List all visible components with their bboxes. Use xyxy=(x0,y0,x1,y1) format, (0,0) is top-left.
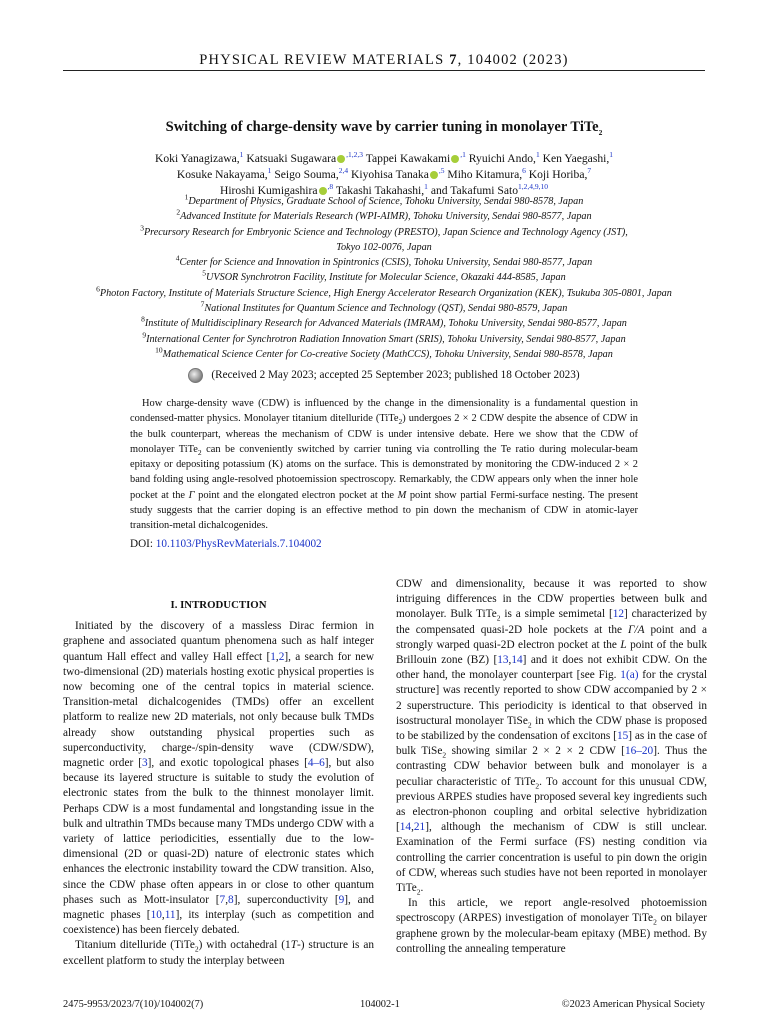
ref-link[interactable]: 9 xyxy=(338,893,345,906)
paragraph: Initiated by the discovery of a massless Dirac fermion in graphene and associated quantum phenomena such as half integer quantum Hall effect and valley Hall effect [1,2], a search for new two-dimensional (2D) materials hosting exotic physical properties is now becoming one of the central topics in material science. Transition-metal dichalcogenides (TMDs) offer an excellent platform to realize new 2D materials, not only because bulk TMDs already show outstanding physical properties such as superconductivity, charge-/spin-density wave (CDW/SDW), magnetic order [3], and exotic topological phases [4–6], but also because its layered structure is suitable to study the evolution of electronic states from the bulk to the thinnest monolayer limit. Perhaps CDW is a most fundamental and longstanding issue in the bulk and ultrathin TMDs because many TMDs undergo CDW with a variety of lattice periodicities, essentially due to the low-dimensional (2D or quasi-2D) nature of electronic states which enhances the electronic instability toward the CDW transition. Also, since the CDW phase often appears in or close to other quantum phases such as Mott-insulator [7,8], superconductivity [9], and magnetic phases [10,11], its interplay (such as competition and coexistence) has been fiercely debated. xyxy=(63,620,375,937)
affiliation: $^4$Center for Science and Innovation in Spintronics (CSIS), Tohoku University, Sendai 980-8577, Japan xyxy=(175,253,593,269)
check-for-updates-icon[interactable] xyxy=(188,368,203,383)
author-name: Tappei Kawakami xyxy=(365,152,451,165)
affiliation: $^2$Advanced Institute for Materials Research (WPI-AIMR), Tohoku University, Sendai 980-8577, Japan xyxy=(176,207,592,223)
ref-link[interactable]: 8 xyxy=(228,893,234,906)
affiliation-ref[interactable]: 1 xyxy=(609,150,614,160)
footer-issn: 2475-9953/2023/7(10)/104002(7) xyxy=(63,999,204,1010)
footer-page: 104002-1 xyxy=(360,999,400,1010)
affiliation-ref[interactable]: 1,2,4,9,10 xyxy=(518,182,549,192)
affiliation: $^5$UVSOR Synchrotron Facility, Institute for Molecular Science, Okazaki 444-8585, Japan xyxy=(202,269,566,284)
author-name: Hiroshi Kumigashira xyxy=(219,184,318,197)
affiliation-ref[interactable]: 7 xyxy=(587,166,592,176)
abstract: How charge-density wave (CDW) is influenced by the change in the dimensionality is a fundamental question in condensed-matter physics. Monolayer titanium ditelluride (TiTe$_2$) undergoes 2 × 2 CDW despite the absence of CDW in the bulk counterpart, whereas the mechanism of CDW is under intensive debate. Here we show that the CDW of monolayer TiTe$_2$ can be conveniently switched by carrier tuning via controlling the Te ratio during molecular-beam epitaxy or depositing potassium (K) atoms on the surface. This is demonstrated by monitoring the CDW-induced 2 × 2 band folding using angle-resolved photoemission spectroscopy. Remarkably, the CDW appears only when the inner hole pocket at the Γ point and the elongated electron pocket at the M point show partial Fermi-surface nesting. The present study suggests that the carrier doping is an effective method to pin down the mechanism of CDW in atomic-layer transition-metal dichalcogenides. xyxy=(130,398,639,531)
ref-link[interactable]: 14 xyxy=(511,654,523,667)
column-right xyxy=(396,577,707,957)
affiliation: $^9$International Center for Synchrotron Radiation Innovation Smart (SRIS), Tohoku University, Sendai 980-8577, Japan xyxy=(142,330,626,345)
author-name: Seigo Souma, xyxy=(274,168,339,181)
ref-link[interactable]: 4–6 xyxy=(307,757,325,770)
paragraph: In this article, we report angle-resolved photoemission spectroscopy (ARPES) investigation of monolayer TiTe$_2$ on bilayer graphene grown by the molecular-beam epitaxy (MBE) method. By controlling the annealing temperature xyxy=(396,897,707,955)
author-name: Koki Yanagizawa, xyxy=(154,152,240,165)
affiliation-list xyxy=(55,194,713,362)
paragraph: CDW and dimensionality, because it was reported to show intriguing differences in the CDW properties between bulk and monolayer. Bulk TiTe$_2$ is a simple semimetal [12] characterized by the compensated quasi-2D hole pockets at the Γ/A point and a strongly warped quasi-2D electron pocket at the L point of the bulk Brillouin zone (BZ) [13,14] and it does not exhibit CDW. On the other hand, the monolayer counterpart [see Fig. 1(a) for the crystal structure] was recently reported to show CDW accompanied by 2 × 2 superstructure. This periodicity is identical to that observed in isostructural monolayer TiSe$_2$ in which the CDW phase is proposed to be stabilized by the condensation of excitons [15] as in the case of bulk TiSe$_2$ showing similar 2 × 2 × 2 CDW [16–20]. Thus the contrasting CDW behavior between bulk and monolayer is a peculiar characteristic of TiTe$_2$. To account for this unusual CDW, previous ARPES studies have proposed several key ingredients such as electron-phonon coupling and orbital selective hybridization [14,21], although the mechanism of CDW is still unclear. Examination of the Fermi surface (FS) nesting condition via controlling the carrier concentration is useful to pin down the origin of CDW, whereas such studies have not been reported in monolayer TiTe$_2$. xyxy=(396,578,708,897)
ref-link[interactable]: 16–20 xyxy=(624,745,654,758)
author-name: Katsuaki Sugawara xyxy=(246,152,337,165)
ref-link[interactable]: 12 xyxy=(612,608,625,621)
paper-title: Switching of charge-density wave by carrier tuning in monolayer TiTe$_2$ xyxy=(165,119,603,137)
author-name: Takashi Takahashi, xyxy=(335,184,425,197)
affiliation: $^{10}$Mathematical Science Center for Co-creative Society (MathCCS), Tohoku University, Sendai 980-8578, Japan xyxy=(155,345,613,360)
doi-link[interactable]: 10.1103/PhysRevMaterials.7.104002 xyxy=(155,538,322,550)
affiliation-ref[interactable]: ,5 xyxy=(438,166,445,176)
affiliation-ref[interactable]: ,1 xyxy=(460,150,466,160)
author-name: Kiyohisa Tanaka xyxy=(351,168,429,181)
author-name: Ryuichi Ando, xyxy=(468,152,536,165)
affiliation-ref[interactable]: ,1,2,3 xyxy=(346,150,364,160)
paragraph: Titanium ditelluride (TiTe$_2$) with octahedral (1T-) structure is an excellent platform to study the interplay between xyxy=(63,939,375,967)
affiliation: $^7$National Institutes for Quantum Science and Technology (QST), Sendai 980-8579, Japan xyxy=(200,299,568,315)
affiliation: $^8$Institute of Multidisciplinary Research for Advanced Materials (IMRAM), Tohoku University, Sendai 980-8577, Japan xyxy=(141,314,627,330)
orcid-icon[interactable] xyxy=(451,155,459,163)
affiliation-ref[interactable]: 1 xyxy=(535,150,540,160)
journal-header: PHYSICAL REVIEW MATERIALS 7, 104002 (2023) xyxy=(199,52,569,68)
ref-link[interactable]: 1 xyxy=(270,650,276,663)
section-heading: I. INTRODUCTION xyxy=(170,599,267,611)
ref-link[interactable]: 7 xyxy=(219,893,226,906)
affiliation-ref[interactable]: 1 xyxy=(267,166,272,176)
affiliation: $^3$Precursory Research for Embryonic Science and Technology (PRESTO), Japan Science and Technology Agency (JST), xyxy=(140,223,628,238)
ref-link[interactable]: 21 xyxy=(413,821,426,834)
header-rule xyxy=(63,70,705,71)
affiliation-ref[interactable]: 1 xyxy=(239,150,244,160)
author-name: Ken Yaegashi, xyxy=(542,152,610,165)
author-name: and Takafumi Sato xyxy=(430,184,519,197)
author-name: Kosuke Nakayama, xyxy=(176,168,268,181)
affiliation-ref[interactable]: 1 xyxy=(424,182,428,192)
author-name: Miho Kitamura, xyxy=(447,168,523,181)
affiliation: Tokyo 102-0076, Japan xyxy=(336,241,432,253)
received-dates: (Received 2 May 2023; accepted 25 September 2023; published 18 October 2023) xyxy=(63,368,705,383)
ref-link[interactable]: 10 xyxy=(150,909,162,922)
orcid-icon[interactable] xyxy=(430,171,438,179)
doi: DOI: 10.1103/PhysRevMaterials.7.104002 xyxy=(130,538,322,550)
affiliation: $^1$Department of Physics, Graduate School of Science, Tohoku University, Sendai 980-8578, Japan xyxy=(184,192,584,207)
footer-copyright: ©2023 American Physical Society xyxy=(561,999,705,1010)
affiliation-ref[interactable]: ,8 xyxy=(327,182,334,192)
author-name: Koji Horiba, xyxy=(528,168,588,181)
column-left xyxy=(63,598,374,969)
ref-link[interactable]: 11 xyxy=(164,909,176,922)
ref-link[interactable]: 14 xyxy=(399,821,412,834)
figure-link[interactable]: 1(a) xyxy=(620,669,639,682)
ref-link[interactable]: 15 xyxy=(616,730,629,743)
affiliation-ref[interactable]: 2,4 xyxy=(338,166,349,176)
affiliation-ref[interactable]: 6 xyxy=(522,166,526,176)
ref-link[interactable]: 3 xyxy=(142,757,148,770)
ref-link[interactable]: 13 xyxy=(497,654,509,667)
author-list xyxy=(63,151,705,199)
affiliation: $^6$Photon Factory, Institute of Materials Structure Science, High Energy Accelerator Research Organization (KEK), Tsukuba 305-0801, Japan xyxy=(96,284,672,299)
orcid-icon[interactable] xyxy=(337,155,345,163)
ref-link[interactable]: 2 xyxy=(278,650,285,663)
